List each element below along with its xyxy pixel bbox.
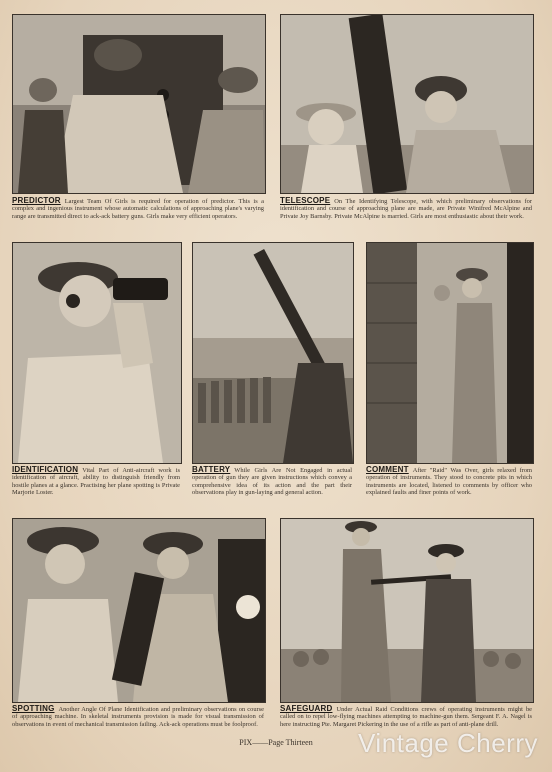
caption-spotting [12,705,264,735]
caption-predictor [12,197,264,229]
caption-telescope [280,197,532,229]
caption-text: After "Raid" Was Over, girls relaxed from operation of instruments. They stood to concrete pits in which instruments are located, listened to comments by officer who explained faults and finer points of work. [366,467,532,497]
caption-text: While Girls Are Not Engaged in actual operation of gun they are given instructions which convey a comprehensive idea of its action and the part their observations play in gun-laying and general action. [192,467,352,497]
caption-heading: IDENTIFICATION [12,466,79,474]
caption-heading: COMMENT [366,466,409,474]
page-footer: PIX——Page Thirteen [239,738,313,747]
caption-text: Vital Part of Anti-aircraft work is identification of aircraft, ability to distinguish friendly from hostile planes at a glance. Practising her plane spotting is Private Marjorie Loster. [12,467,180,497]
photo-comment [366,242,534,464]
photo-battery [192,242,354,464]
caption-text: On The Identifying Telescope, with which preliminary observations for identification and course of approaching plane are made, are Private Winifred McAlpine and Private Joy Barnsby. Private McAlpine is married. Girls are most enthusiastic about their work. [280,198,532,220]
photo-identification [12,242,182,464]
caption-heading: TELESCOPE [280,197,331,205]
caption-comment [366,466,532,506]
caption-identification [12,466,180,506]
caption-heading: PREDICTOR [12,197,61,205]
caption-heading: BATTERY [192,466,231,474]
caption-heading: SPOTTING [12,705,55,713]
caption-battery [192,466,352,506]
caption-heading: SAFEGUARD [280,705,333,713]
photo-predictor [12,14,266,194]
caption-text: Another Angle Of Plane Identification and preliminary observations on course of approaching machine. In skeletal instruments provision is made for visual transmission of observations in event of mechanical transmission failing. Ack-ack operations must be foolproof. [12,706,264,728]
watermark-logo: Vintage Cherry [358,728,538,758]
photo-safeguard [280,518,534,703]
caption-text: Under Actual Raid Conditions crews of operating instruments might be called on to repel low-flying machines attempting to machine-gun them. Sergeant F. A. Nagel is here instructing Pte. Margaret Pickering in the use of a rifle as part of anti-plane drill. [280,706,532,728]
photo-spotting [12,518,266,703]
photo-telescope [280,14,534,194]
caption-text: Largest Team Of Girls is required for operation of predictor. This is a complex and ingenious instrument whose automatic calculations of approaching plane's varying range are transmitted direct to ack-ack battery guns. Girls make very efficient operators. [12,198,264,220]
